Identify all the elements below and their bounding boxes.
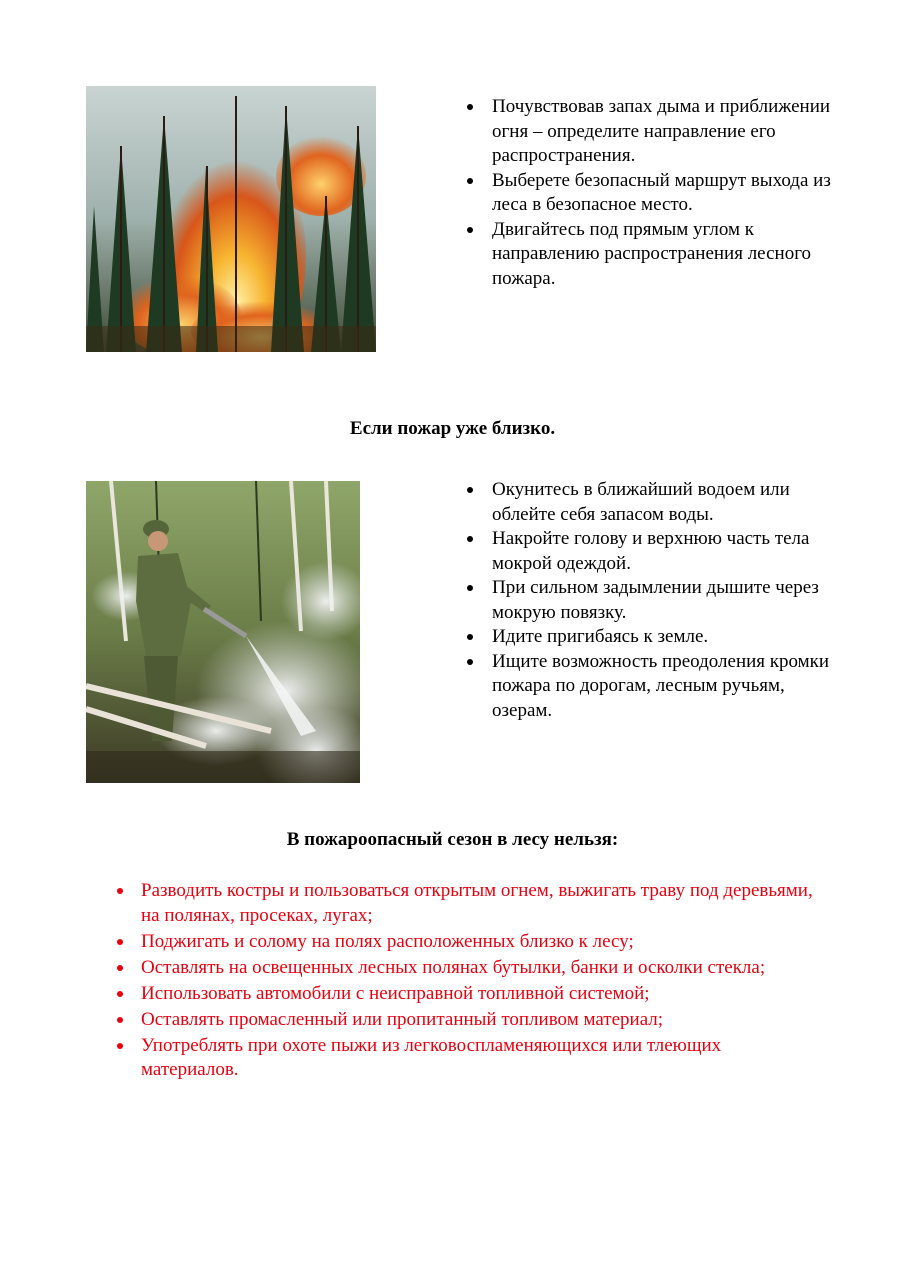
list-item: Использовать автомобили с неисправной топливной системой; xyxy=(141,982,821,1007)
list-item: Ищите возможность преодоления кромки пожара по дорогам, лесным ручьям, озерам. xyxy=(492,650,837,724)
bullet-dot-icon xyxy=(467,536,473,542)
fire-near-heading: Если пожар уже близко. xyxy=(349,418,556,439)
bullet-dot-icon xyxy=(467,634,473,640)
bullet-dot-icon xyxy=(117,1017,123,1023)
list-item: Накройте голову и верхнюю часть тела мокрой одеждой. xyxy=(492,527,837,576)
bullet-dot-icon xyxy=(117,991,123,997)
bullet-dot-icon xyxy=(467,585,473,591)
list-item: При сильном задымлении дышите через мокрую повязку. xyxy=(492,576,837,625)
forbidden-actions-list xyxy=(141,879,821,1084)
bullet-dot-icon xyxy=(117,939,123,945)
forbidden-heading: В пожароопасный сезон в лесу нельзя: xyxy=(286,829,619,850)
bullet-dot-icon xyxy=(117,1043,123,1049)
bullet-dot-icon xyxy=(467,487,473,493)
bullet-dot-icon xyxy=(467,178,473,184)
list-item: Идите пригибаясь к земле. xyxy=(492,625,837,650)
bullet-dot-icon xyxy=(467,104,473,110)
fire-near-instructions-list xyxy=(492,478,837,723)
bullet-dot-icon xyxy=(467,227,473,233)
bullet-dot-icon xyxy=(117,888,123,894)
list-item: Окунитесь в ближайший водоем или облейте себя запасом воды. xyxy=(492,478,837,527)
list-item: Оставлять промасленный или пропитанный топливом материал; xyxy=(141,1008,821,1033)
list-item: Употреблять при охоте пыжи из легковоспламеняющихся или тлеющих материалов. xyxy=(141,1034,821,1083)
list-item: Выберете безопасный маршрут выхода из леса в безопасное место. xyxy=(492,169,837,218)
list-item: Оставлять на освещенных лесных полянах бутылки, банки и осколки стекла; xyxy=(141,956,821,981)
firefighter-photo xyxy=(86,481,360,783)
fire-far-instructions-list xyxy=(492,95,837,291)
list-item: Разводить костры и пользоваться открытым огнем, выжигать траву под деревьями, на полянах, просеках, лугах; xyxy=(141,879,821,928)
list-item: Двигайтесь под прямым углом к направлению распространения лесного пожара. xyxy=(492,218,837,292)
list-item: Поджигать и солому на полях расположенных близко к лесу; xyxy=(141,930,821,955)
bullet-dot-icon xyxy=(117,965,123,971)
forest-fire-photo xyxy=(86,86,376,352)
bullet-dot-icon xyxy=(467,659,473,665)
list-item: Почувствовав запах дыма и приближении огня – определите направление его распространения. xyxy=(492,95,837,169)
